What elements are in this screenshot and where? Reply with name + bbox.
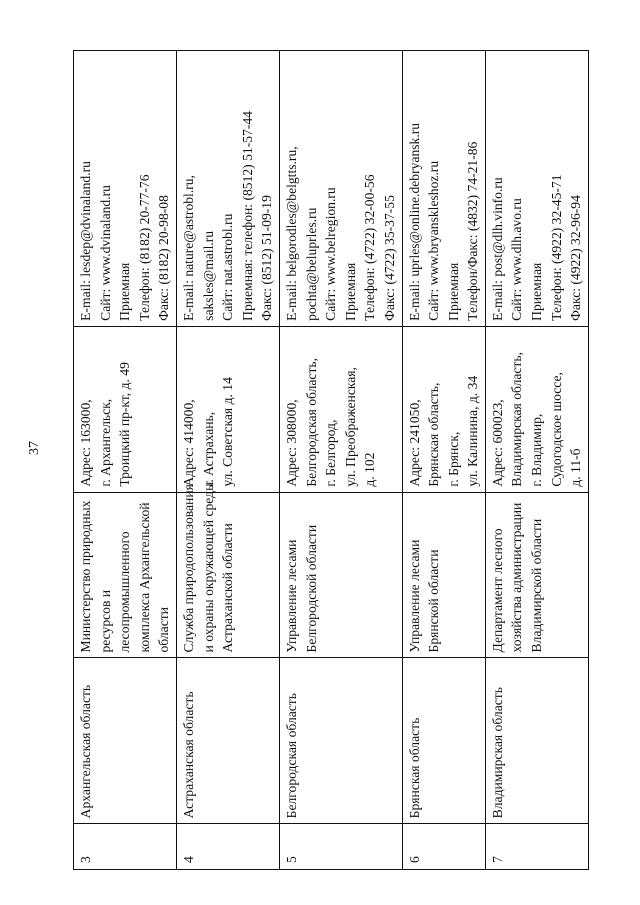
contact-line: Сайт: www.dvinaland.ru (97, 185, 113, 321)
address-line: д. 11-б (568, 448, 584, 487)
address-line: Адрес: 163000, (78, 399, 93, 487)
contacts-cell (176, 51, 279, 327)
region-name: Астраханская область (176, 658, 279, 824)
region-name: Архангельская область (74, 658, 177, 824)
agency-name-line: комплекса Архангельской (136, 502, 152, 653)
table-body (74, 51, 589, 870)
contacts-cell (485, 51, 588, 327)
contact-line: Факс: (8182) 20-98-08 (156, 195, 172, 321)
region-name: Владимирская область (485, 658, 588, 824)
contact-line: E-mail: belgorodles@belgtts.ru, (283, 146, 299, 321)
agency-cell (485, 492, 588, 658)
contact-line: Телефон/Факс: (4832) 74-21-86 (465, 141, 481, 321)
row-number: 7 (485, 824, 588, 870)
agency-name-line: Служба природопользования (180, 484, 196, 653)
contacts-cell (279, 51, 402, 327)
contact-line: Приемная: телефон: (8512) 51-57-44 (239, 111, 255, 321)
contacts-cell (74, 51, 177, 327)
contact-line: Приемная (529, 262, 545, 321)
agency-name-line: Белгородской области (303, 524, 319, 653)
address-cell (485, 326, 588, 492)
agency-name-line: хозяйства администрации (509, 502, 525, 653)
contact-line: Сайт: www.bryanskleshoz.ru (426, 160, 442, 321)
contact-line: Телефон: (4722) 32-00-56 (362, 174, 378, 321)
agency-name-line: лесопромышленного (117, 531, 133, 653)
table-row (279, 51, 402, 870)
agency-name-line: Брянской области (426, 549, 442, 653)
agency-cell (402, 492, 485, 658)
row-number: 3 (74, 824, 177, 870)
table-row (74, 51, 177, 870)
address-line: д. 102 (362, 452, 378, 487)
address-line: Владимирская область, (509, 352, 525, 487)
address-line: ул. Советская д. 14 (220, 377, 236, 487)
contact-line: E-mail: post@dlh.vinfo.ru (489, 177, 505, 321)
agency-cell (176, 481, 279, 658)
agency-name-line: области (156, 607, 172, 653)
row-number: 5 (279, 824, 402, 870)
agency-contacts-table (73, 50, 589, 870)
page-number: 37 (27, 441, 42, 455)
address-cell (176, 326, 279, 492)
address-cell (279, 326, 402, 492)
rotated-page (73, 50, 584, 870)
address-line: г. Владимир, (529, 413, 545, 487)
address-line: г. Архангельск, (97, 398, 113, 487)
address-cell (402, 326, 485, 492)
agency-name-line: Министерство природных (78, 500, 93, 653)
contact-line: Приемная (117, 262, 133, 321)
address-line: Адрес: 600023, (489, 399, 505, 487)
agency-name-line: ресурсов и (97, 589, 113, 653)
region-name: Брянская область (402, 658, 485, 824)
agency-cell (74, 492, 177, 658)
agency-name-line: Управление лесами (406, 539, 422, 653)
row-number: 4 (176, 824, 279, 870)
address-line: Троицкий пр-кт, д. 49 (117, 362, 133, 487)
table-row (485, 51, 588, 870)
contact-line: Сайт: www.dlh.avo.ru (509, 198, 525, 321)
contact-line: Приемная (342, 262, 358, 321)
agency-cell (279, 492, 402, 658)
contact-line: Телефон: (4922) 32-45-71 (548, 174, 564, 321)
contact-line: Приемная (445, 262, 461, 321)
contact-line: Телефон: (8182) 20-77-76 (136, 174, 152, 321)
address-line: Брянская область, (426, 382, 442, 487)
address-line: Адрес: 308000, (283, 399, 299, 487)
address-line: Адрес: 241050, (406, 399, 422, 487)
address-line: г. Белгород, (323, 419, 339, 487)
address-line: Белгородская область, (303, 358, 319, 487)
address-line: Адрес: 414000, (180, 399, 196, 487)
table-row (402, 51, 485, 870)
address-line: ул. Калинина, д. 34 (465, 375, 481, 487)
contact-line: E-mail: uprles@online.debryansk.ru (406, 122, 422, 321)
address-line: Судогодское шоссе, (548, 372, 564, 487)
agency-name-line: Астраханской области (220, 523, 236, 653)
agency-name-line: Управление лесами (283, 539, 299, 653)
contact-line: pochta@beluprles.ru (303, 207, 319, 321)
contact-line: Факс: (4722) 35-37-55 (381, 195, 397, 321)
contact-line: Сайт: www.belregion.ru (323, 187, 339, 321)
contact-line: Факс: (4922) 32-96-94 (568, 195, 584, 321)
address-line: г. Брянск, (445, 431, 461, 487)
contact-line: Факс: (8512) 51-09-19 (259, 195, 275, 321)
contact-line: saksles@mail.ru (200, 230, 216, 321)
region-name: Белгородская область (279, 658, 402, 824)
row-number: 6 (402, 824, 485, 870)
contact-line: E-mail: lesdep@dvinaland.ru (78, 161, 93, 321)
contact-line: Сайт: nat.astrobl.ru (220, 213, 236, 321)
contact-line: E-mail: nature@astrobl.ru, (180, 175, 196, 321)
agency-name-line: Департамент лесного (489, 528, 505, 653)
table-row (176, 51, 279, 870)
address-line: ул. Преображенская, (342, 367, 358, 487)
address-line: г. Астрахань, (200, 411, 216, 487)
contacts-cell (402, 51, 485, 327)
address-cell (74, 326, 177, 492)
agency-name-line: и охраны окружающей среды (200, 481, 216, 653)
agency-name-line: Владимирской области (529, 518, 545, 653)
